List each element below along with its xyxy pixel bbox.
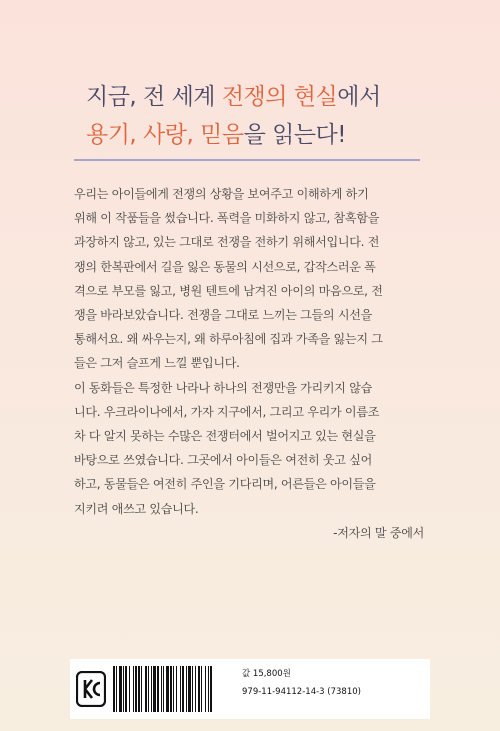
author-note-source: -저자의 말 중에서: [333, 526, 424, 540]
author-note-line: 우리는 아이들에게 전쟁의 상황을 보여주고 이해하게 하기: [74, 187, 369, 201]
author-note-line: 지키려 애쓰고 있습니다.: [74, 501, 199, 516]
isbn-label: 979-11-94112-14-3 (73810): [242, 687, 361, 697]
author-note: [74, 182, 426, 521]
headline-line-1-part-c: 에서: [337, 84, 381, 110]
author-note-line: 통해서요. 왜 싸우는지, 왜 하루아침에 집과 가족을 잃는지 그: [74, 332, 383, 347]
author-note-line: 들은 그저 슬프게 느낄 뿐입니다.: [74, 356, 240, 371]
author-note-line: 하고, 동물들은 여전히 주인을 기다리며, 어른들은 아이들을: [74, 477, 376, 492]
kc-mark-icon: [76, 671, 106, 707]
headline-highlight-values: 용기, 사랑, 믿음: [86, 122, 244, 148]
headline-highlight-war-reality: 전쟁의 현실: [221, 84, 338, 110]
author-note-line: 이 동화들은 특정한 나라나 하나의 전쟁만을 가리키지 않습: [74, 380, 372, 395]
author-note-line: 차 다 알지 못하는 수많은 전쟁터에서 벌어지고 있는 현실을: [74, 429, 376, 444]
author-note-line: 위해 이 작품들을 썼습니다. 폭력을 미화하지 않고, 참혹함을: [74, 211, 380, 226]
price-label: 값 15,800원: [242, 669, 291, 679]
headline-line-1-part-a: 지금, 전 세계: [86, 84, 222, 110]
barcode-panel: [70, 659, 430, 719]
author-note-line: 과장하지 않고, 있는 그대로 전쟁을 전하기 위해서입니다. 전: [74, 235, 380, 250]
headline: [86, 78, 466, 154]
divider-rule: [74, 159, 420, 161]
headline-line-2-part-b: 을 읽는다!: [243, 122, 346, 148]
author-note-line: 쟁의 한복판에서 길을 잃은 동물의 시선으로, 갑작스러운 폭: [74, 259, 376, 274]
author-note-line: 격으로 부모를 잃고, 병원 텐트에 남겨진 아이의 마음으로, 전: [74, 283, 383, 298]
headline-line-2: [86, 116, 466, 154]
barcode-icon: [112, 666, 236, 712]
author-note-line: 바탕으로 쓰였습니다. 그곳에서 아이들은 여전히 웃고 싶어: [74, 453, 372, 468]
author-note-line: 쟁을 바라보았습니다. 전쟁을 그대로 느끼는 그들의 시선을: [74, 308, 372, 323]
author-note-line: 니다. 우크라이나에서, 가자 지구에서, 그리고 우리가 이름조: [74, 404, 380, 419]
headline-line-1: [86, 78, 466, 116]
